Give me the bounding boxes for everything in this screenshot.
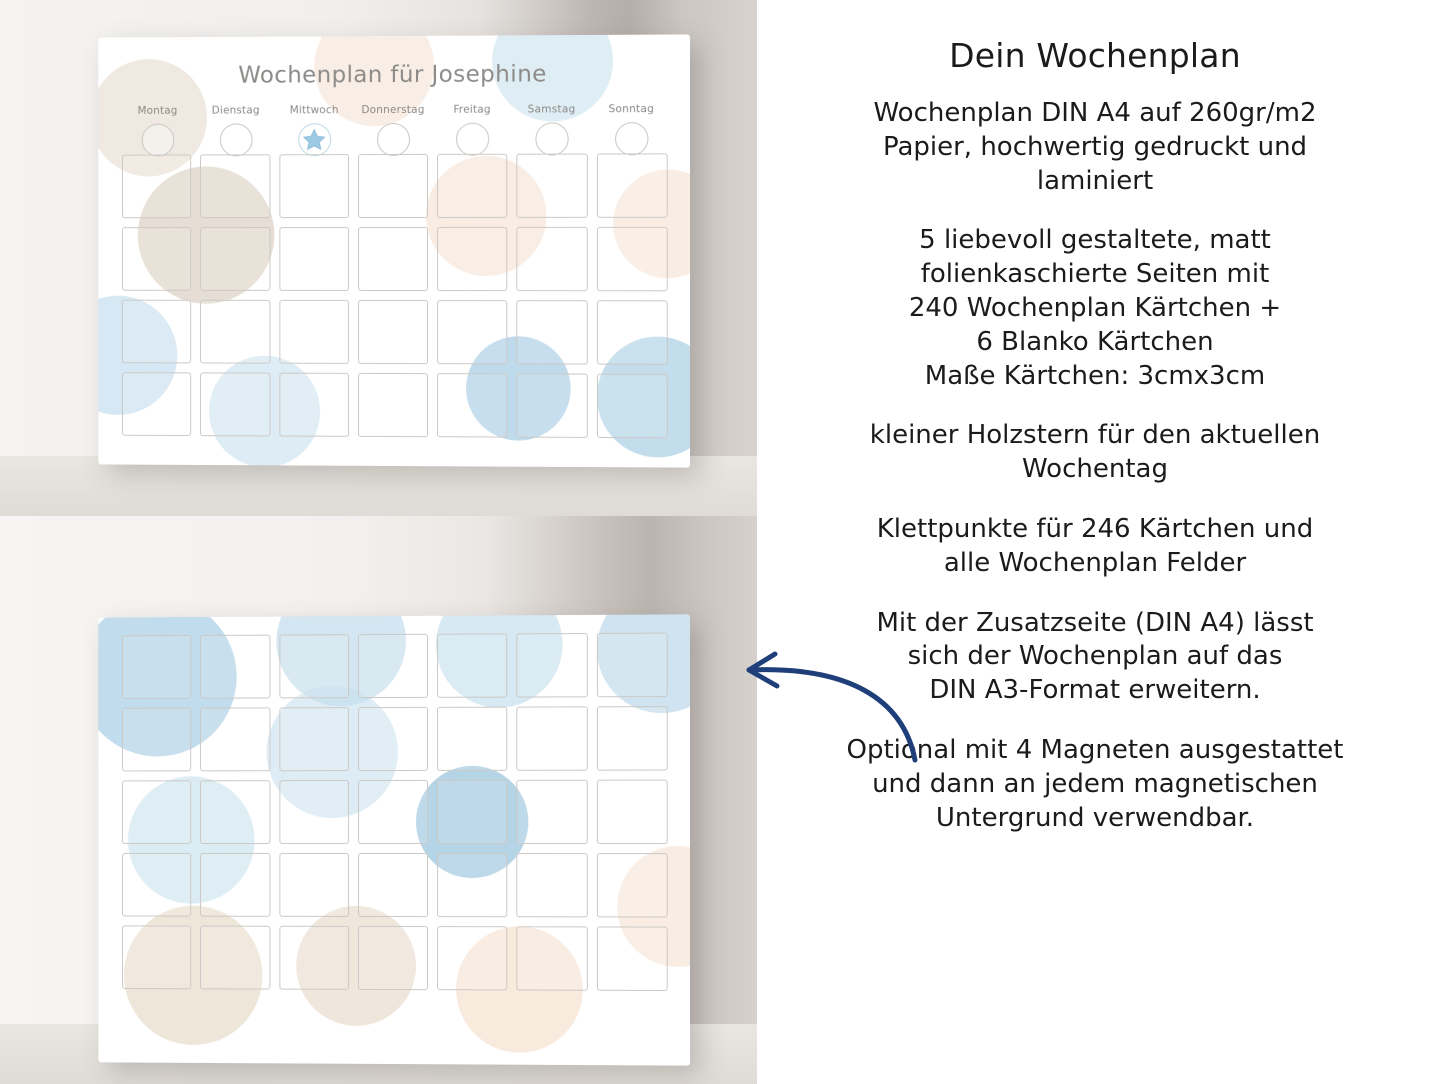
info-line: 240 Wochenplan Kärtchen + [908, 292, 1282, 323]
product-photo-bottom [0, 516, 757, 1084]
planner-cell [200, 227, 270, 291]
info-line: Untergrund verwendbar. [935, 802, 1255, 833]
planner-cell [437, 926, 508, 990]
planner-cell [200, 780, 270, 844]
info-line: Klettpunkte für 246 Kärtchen und [876, 513, 1314, 544]
info-line: folienkaschierte Seiten mit [920, 259, 1270, 290]
day-label: Donnerstag [361, 103, 425, 117]
planner-cell [122, 372, 191, 436]
planner-cell [358, 227, 428, 291]
planner-cell [122, 708, 191, 772]
planner-cell [279, 373, 349, 437]
planner-cell [122, 227, 191, 291]
day-label: Mittwoch [289, 104, 339, 117]
weekly-planner-board-top [98, 34, 690, 467]
info-line: Optional mit 4 Magneten ausgestattet [846, 734, 1344, 765]
planner-cell [437, 373, 508, 437]
planner-cell [358, 373, 428, 437]
planner-cell [200, 635, 270, 699]
planner-cell [517, 300, 588, 364]
day-marker-slot-active [298, 123, 331, 156]
planner-cell [437, 853, 508, 917]
planner-cell [437, 227, 508, 291]
planner-cell [279, 227, 349, 291]
planner-cell [279, 926, 349, 990]
planner-cell [200, 707, 270, 771]
planner-cell [597, 633, 668, 698]
info-line: Papier, hochwertig gedruckt und [882, 131, 1308, 162]
planner-cell [597, 853, 668, 917]
planner-cell [122, 853, 191, 917]
planner-day-samstag [515, 103, 588, 155]
info-line: und dann an jedem magnetischen [872, 768, 1318, 799]
info-paragraph-6 [779, 734, 1411, 835]
star-icon [301, 127, 327, 153]
info-line: alle Wochenplan Felder [943, 547, 1247, 578]
planner-cell [358, 300, 428, 364]
day-label: Montag [137, 104, 178, 117]
planner-grid-top [122, 153, 668, 438]
planner-cell [437, 707, 508, 771]
planner-cell [437, 154, 508, 218]
planner-title: Wochenplan für Josephine [238, 61, 547, 89]
info-headline: Dein Wochenplan [949, 36, 1241, 75]
planner-cell [597, 926, 668, 991]
day-marker-slot [219, 123, 252, 156]
day-marker-slot [141, 124, 174, 157]
planner-day-montag [122, 105, 193, 157]
planner-cell [279, 853, 349, 917]
info-line: 6 Blanko Kärtchen [976, 326, 1214, 357]
planner-cell [597, 706, 668, 771]
day-marker-slot [535, 122, 568, 155]
info-line: laminiert [1036, 165, 1154, 196]
planner-cell [122, 154, 191, 218]
planner-cell [279, 300, 349, 364]
planner-cell [358, 853, 428, 917]
product-photo-top [0, 0, 757, 516]
planner-cell [517, 373, 588, 438]
day-label: Dienstag [211, 104, 260, 117]
planner-cell [122, 780, 191, 844]
planner-grid-bottom [122, 633, 668, 991]
weekly-planner-board-bottom [98, 614, 690, 1065]
planner-cell [597, 374, 668, 439]
planner-cell [358, 154, 428, 218]
planner-cell [517, 633, 588, 698]
planner-cell [200, 372, 270, 436]
info-line: Wochenplan DIN A4 auf 260gr/m2 [873, 98, 1317, 128]
planner-cell [279, 154, 349, 218]
planner-cell [122, 300, 191, 364]
day-marker-slot [377, 123, 410, 156]
planner-day-sonntag [595, 103, 668, 156]
info-line: sich der Wochenplan auf das [907, 641, 1283, 672]
planner-cell [437, 780, 508, 844]
planner-cell [358, 707, 428, 771]
day-label: Samstag [527, 103, 576, 116]
day-label: Freitag [453, 103, 491, 116]
planner-day-mittwoch [278, 104, 350, 156]
info-line: Maße Kärtchen: 3cmx3cm [924, 360, 1266, 391]
day-label: Sonntag [608, 103, 655, 116]
info-paragraph-2 [779, 224, 1411, 393]
planner-cell [437, 633, 508, 697]
planner-cell [200, 300, 270, 364]
info-line: Wochentag [1022, 454, 1168, 485]
planner-cell [358, 926, 428, 990]
planner-day-dienstag [200, 104, 271, 156]
planner-cell [122, 635, 191, 699]
planner-day-freitag [436, 104, 508, 156]
planner-cell [517, 706, 588, 770]
day-marker-slot [615, 122, 648, 155]
product-info-column [757, 0, 1445, 1084]
info-line: kleiner Holzstern für den aktuellen [869, 420, 1321, 451]
planner-cell [200, 154, 270, 218]
planner-cell [597, 300, 668, 365]
planner-cell [517, 154, 588, 218]
planner-cell [597, 153, 668, 217]
planner-cell [279, 780, 349, 844]
info-paragraph-5 [779, 607, 1411, 708]
planner-cell [517, 780, 588, 844]
planner-cell [122, 925, 191, 989]
planner-cell [279, 634, 349, 698]
planner-cell [517, 926, 588, 990]
planner-cell [597, 227, 668, 291]
info-line: DIN A3-Format erweitern. [929, 675, 1261, 706]
planner-cell [437, 300, 508, 364]
planner-cell [517, 227, 588, 291]
planner-day-donnerstag [357, 104, 429, 156]
planner-cell [200, 853, 270, 917]
day-marker-slot [456, 123, 489, 156]
planner-cell [200, 926, 270, 990]
planner-cell [517, 853, 588, 917]
planner-cell [597, 780, 668, 844]
info-line: 5 liebevoll gestaltete, matt [919, 225, 1271, 256]
info-paragraph-3 [779, 419, 1411, 487]
planner-cell [358, 780, 428, 844]
planner-cell [279, 707, 349, 771]
planner-days-row [122, 103, 668, 157]
info-paragraph-1 [779, 97, 1411, 198]
planner-cell [358, 634, 428, 698]
info-line: Mit der Zusatzseite (DIN A4) lässt [876, 607, 1314, 638]
info-paragraph-4 [779, 513, 1411, 581]
